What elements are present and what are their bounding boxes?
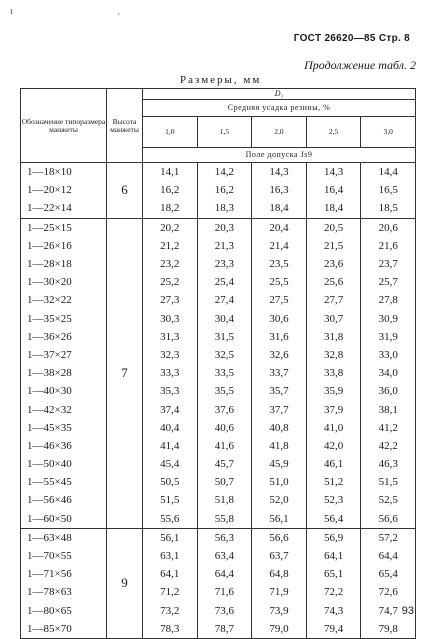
cell-value: 51,5 [361, 473, 416, 491]
cell-value: 33,5 [197, 364, 252, 382]
cell-value: 40,6 [197, 419, 252, 437]
cell-value: 65,1 [306, 565, 361, 583]
cell-value: 56,3 [197, 528, 252, 547]
cell-value: 41,0 [306, 419, 361, 437]
cell-value: 42,2 [361, 437, 416, 455]
row-height: 9 [107, 528, 143, 638]
cell-value: 23,7 [361, 255, 416, 273]
cell-value: 40,4 [143, 419, 198, 437]
table-row [21, 163, 416, 182]
cell-value: 30,7 [306, 310, 361, 328]
cell-value: 73,2 [143, 602, 198, 620]
cell-value: 79,8 [361, 620, 416, 639]
cell-value: 32,8 [306, 346, 361, 364]
cell-value: 31,9 [361, 328, 416, 346]
cell-value: 30,4 [197, 310, 252, 328]
cell-value: 30,9 [361, 310, 416, 328]
cell-value: 16,2 [197, 181, 252, 199]
table-row [21, 310, 416, 328]
cell-value: 23,2 [143, 255, 198, 273]
cell-value: 64,4 [197, 565, 252, 583]
row-designation: 1—85×70 [21, 620, 107, 639]
cell-value: 45,7 [197, 455, 252, 473]
shrink-value: 1,5 [197, 117, 252, 148]
cell-value: 38,1 [361, 400, 416, 418]
row-designation: 1—22×14 [21, 199, 107, 218]
page-number: 93 [401, 605, 414, 617]
table-row [21, 510, 416, 529]
cell-value: 30,6 [252, 310, 307, 328]
cell-value: 51,5 [143, 491, 198, 509]
table-row [21, 199, 416, 218]
row-designation: 1—78×63 [21, 583, 107, 601]
cell-value: 14,3 [252, 163, 307, 182]
cell-value: 50,7 [197, 473, 252, 491]
row-height: 7 [107, 218, 143, 528]
shrink-value: 1,0 [143, 117, 198, 148]
cell-value: 21,5 [306, 237, 361, 255]
scan-mark: ' [118, 12, 120, 23]
cell-value: 79,4 [306, 620, 361, 639]
cell-value: 34,0 [361, 364, 416, 382]
cell-value: 56,6 [361, 510, 416, 529]
table-row [21, 455, 416, 473]
cell-value: 16,4 [306, 181, 361, 199]
cell-value: 33,8 [306, 364, 361, 382]
table-row [21, 328, 416, 346]
table-row [21, 255, 416, 273]
col-header-height: Высота манжеты [107, 89, 143, 163]
row-designation: 1—20×12 [21, 181, 107, 199]
cell-value: 14,3 [306, 163, 361, 182]
cell-value: 33,0 [361, 346, 416, 364]
table-row [21, 473, 416, 491]
cell-value: 33,3 [143, 364, 198, 382]
table-row [21, 400, 416, 418]
cell-value: 73,9 [252, 602, 307, 620]
table-row [21, 583, 416, 601]
row-designation: 1—40×30 [21, 382, 107, 400]
shrink-value: 3,0 [361, 117, 416, 148]
cell-value: 20,2 [143, 218, 198, 237]
cell-value: 51,0 [252, 473, 307, 491]
cell-value: 27,4 [197, 291, 252, 309]
cell-value: 40,8 [252, 419, 307, 437]
row-designation: 1—70×55 [21, 547, 107, 565]
cell-value: 21,6 [361, 237, 416, 255]
cell-value: 55,6 [143, 510, 198, 529]
cell-value: 79,0 [252, 620, 307, 639]
cell-value: 14,4 [361, 163, 416, 182]
cell-value: 20,5 [306, 218, 361, 237]
cell-value: 63,1 [143, 547, 198, 565]
table-body [21, 163, 416, 639]
cell-value: 55,8 [197, 510, 252, 529]
cell-value: 33,7 [252, 364, 307, 382]
row-designation: 1—30×20 [21, 273, 107, 291]
shrink-value: 2,5 [306, 117, 361, 148]
cell-value: 56,1 [143, 528, 198, 547]
table-row [21, 602, 416, 620]
cell-value: 14,2 [197, 163, 252, 182]
cell-value: 41,4 [143, 437, 198, 455]
row-designation: 1—35×25 [21, 310, 107, 328]
cell-value: 72,2 [306, 583, 361, 601]
tolerance-label: Поле допуска Js9 [143, 148, 416, 163]
cell-value: 71,6 [197, 583, 252, 601]
row-designation: 1—38×28 [21, 364, 107, 382]
cell-value: 63,4 [197, 547, 252, 565]
table-row [21, 346, 416, 364]
cell-value: 50,5 [143, 473, 198, 491]
cell-value: 32,5 [197, 346, 252, 364]
cell-value: 74,3 [306, 602, 361, 620]
cell-value: 31,3 [143, 328, 198, 346]
cell-value: 27,8 [361, 291, 416, 309]
cell-value: 74,7 [361, 602, 416, 620]
cell-value: 18,2 [143, 199, 198, 218]
table-row [21, 237, 416, 255]
cell-value: 21,3 [197, 237, 252, 255]
cell-value: 35,9 [306, 382, 361, 400]
cell-value: 37,4 [143, 400, 198, 418]
row-designation: 1—37×27 [21, 346, 107, 364]
cell-value: 51,2 [306, 473, 361, 491]
col-header-shrink: Средняя усадка резины, % [143, 100, 416, 117]
cell-value: 36,0 [361, 382, 416, 400]
row-designation: 1—80×65 [21, 602, 107, 620]
table-row [21, 273, 416, 291]
row-designation: 1—28×18 [21, 255, 107, 273]
cell-value: 25,5 [252, 273, 307, 291]
row-designation: 1—25×15 [21, 218, 107, 237]
row-designation: 1—55×45 [21, 473, 107, 491]
table-row [21, 437, 416, 455]
cell-value: 21,4 [252, 237, 307, 255]
table-row [21, 218, 416, 237]
cell-value: 20,4 [252, 218, 307, 237]
cell-value: 46,1 [306, 455, 361, 473]
row-designation: 1—36×26 [21, 328, 107, 346]
scan-mark: ı [10, 6, 13, 17]
cell-value: 71,2 [143, 583, 198, 601]
cell-value: 35,5 [197, 382, 252, 400]
table-row [21, 419, 416, 437]
cell-value: 45,4 [143, 455, 198, 473]
cell-value: 20,6 [361, 218, 416, 237]
cell-value: 42,0 [306, 437, 361, 455]
cell-value: 41,2 [361, 419, 416, 437]
shrink-value: 2,0 [252, 117, 307, 148]
row-designation: 1—60×50 [21, 510, 107, 529]
cell-value: 31,8 [306, 328, 361, 346]
cell-value: 18,4 [252, 199, 307, 218]
cell-value: 14,1 [143, 163, 198, 182]
cell-value: 64,1 [143, 565, 198, 583]
cell-value: 64,4 [361, 547, 416, 565]
cell-value: 51,8 [197, 491, 252, 509]
col-header-d1: D₁ [143, 89, 416, 100]
cell-value: 63,7 [252, 547, 307, 565]
cell-value: 18,4 [306, 199, 361, 218]
cell-value: 27,7 [306, 291, 361, 309]
table-row [21, 620, 416, 639]
col-header-designation: Обозначение типоразмера манжеты [21, 89, 107, 163]
cell-value: 52,0 [252, 491, 307, 509]
row-designation: 1—42×32 [21, 400, 107, 418]
cell-value: 27,5 [252, 291, 307, 309]
cell-value: 23,5 [252, 255, 307, 273]
table-row [21, 491, 416, 509]
cell-value: 30,3 [143, 310, 198, 328]
dimensions-table [20, 88, 416, 639]
cell-value: 64,1 [306, 547, 361, 565]
row-designation: 1—26×16 [21, 237, 107, 255]
table-continuation-caption: Продолжение табл. 2 [304, 58, 416, 72]
row-designation: 1—45×35 [21, 419, 107, 437]
cell-value: 56,9 [306, 528, 361, 547]
table-row [21, 528, 416, 547]
cell-value: 35,3 [143, 382, 198, 400]
cell-value: 37,6 [197, 400, 252, 418]
table-row [21, 181, 416, 199]
page-header: ГОСТ 26620—85 Стр. 8 [293, 33, 410, 44]
cell-value: 56,6 [252, 528, 307, 547]
cell-value: 35,7 [252, 382, 307, 400]
cell-value: 31,5 [197, 328, 252, 346]
cell-value: 31,6 [252, 328, 307, 346]
row-designation: 1—50×40 [21, 455, 107, 473]
cell-value: 18,3 [197, 199, 252, 218]
cell-value: 78,3 [143, 620, 198, 639]
cell-value: 52,3 [306, 491, 361, 509]
table-title: Размеры, мм [180, 74, 262, 86]
cell-value: 37,7 [252, 400, 307, 418]
row-designation: 1—46×36 [21, 437, 107, 455]
cell-value: 21,2 [143, 237, 198, 255]
cell-value: 52,5 [361, 491, 416, 509]
cell-value: 78,7 [197, 620, 252, 639]
row-designation: 1—63×48 [21, 528, 107, 547]
cell-value: 57,2 [361, 528, 416, 547]
row-designation: 1—18×10 [21, 163, 107, 182]
cell-value: 72,6 [361, 583, 416, 601]
cell-value: 16,2 [143, 181, 198, 199]
table-row [21, 565, 416, 583]
cell-value: 32,6 [252, 346, 307, 364]
table-row [21, 364, 416, 382]
cell-value: 25,7 [361, 273, 416, 291]
cell-value: 41,6 [197, 437, 252, 455]
row-designation: 1—32×22 [21, 291, 107, 309]
cell-value: 65,4 [361, 565, 416, 583]
cell-value: 16,5 [361, 181, 416, 199]
cell-value: 41,8 [252, 437, 307, 455]
cell-value: 73,6 [197, 602, 252, 620]
row-designation: 1—71×56 [21, 565, 107, 583]
cell-value: 25,2 [143, 273, 198, 291]
cell-value: 37,9 [306, 400, 361, 418]
cell-value: 46,3 [361, 455, 416, 473]
cell-value: 64,8 [252, 565, 307, 583]
cell-value: 71,9 [252, 583, 307, 601]
cell-value: 25,6 [306, 273, 361, 291]
row-height: 6 [107, 163, 143, 219]
cell-value: 27,3 [143, 291, 198, 309]
cell-value: 45,9 [252, 455, 307, 473]
cell-value: 16,3 [252, 181, 307, 199]
cell-value: 18,5 [361, 199, 416, 218]
cell-value: 25,4 [197, 273, 252, 291]
cell-value: 20,3 [197, 218, 252, 237]
row-designation: 1—56×46 [21, 491, 107, 509]
table-row [21, 291, 416, 309]
cell-value: 56,1 [252, 510, 307, 529]
cell-value: 23,3 [197, 255, 252, 273]
cell-value: 23,6 [306, 255, 361, 273]
table-row [21, 547, 416, 565]
cell-value: 32,3 [143, 346, 198, 364]
cell-value: 56,4 [306, 510, 361, 529]
table-row [21, 382, 416, 400]
